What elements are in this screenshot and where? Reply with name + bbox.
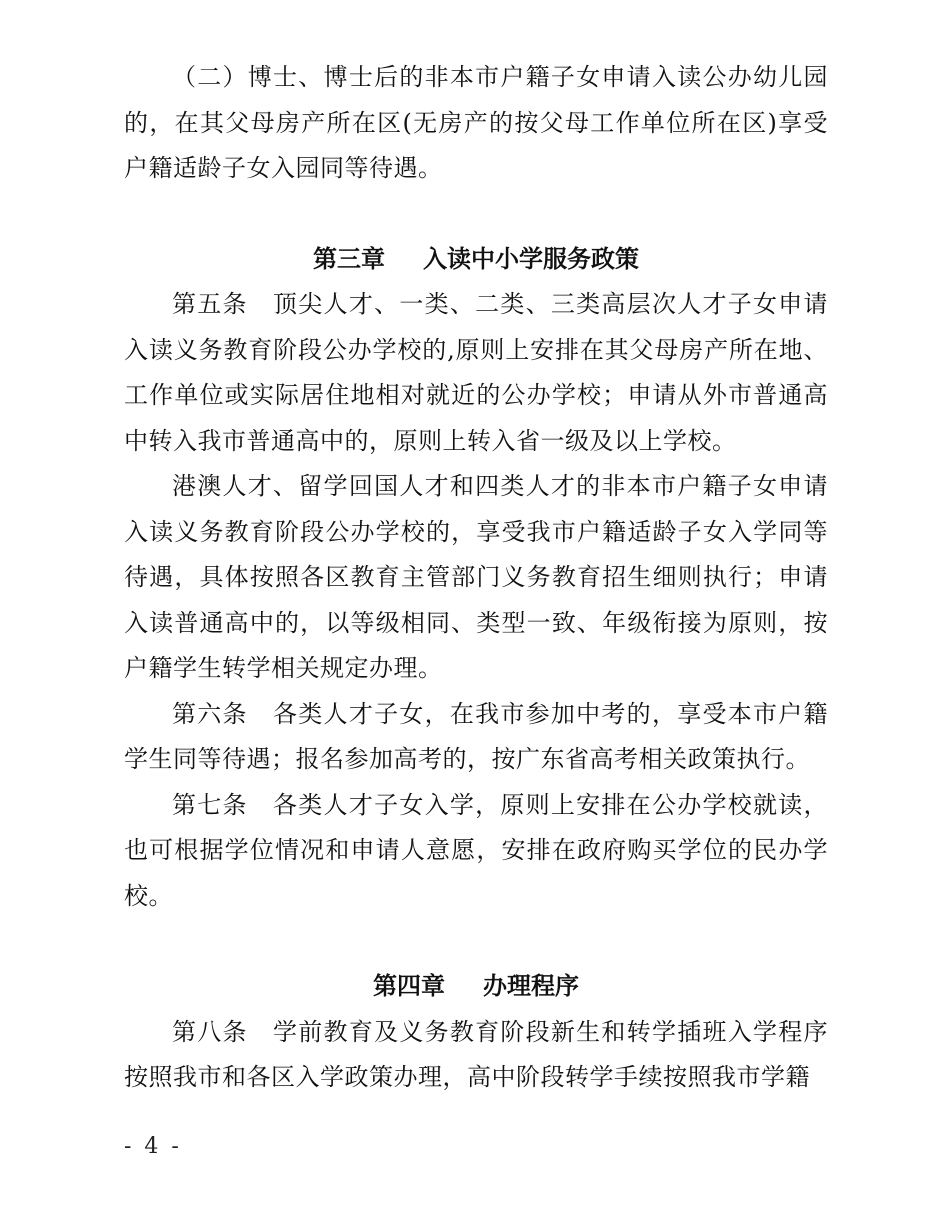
article-5: 第五条 顶尖人才、一类、二类、三类高层次人才子女申请入读义务教育阶段公办学校的,原则上安排在其父母房产所在地、工作单位或实际居住地相对就近的公办学校；申请从外市普通高中转入我市普通高中的，原则上转入省一级及以上学校。	[124, 290, 828, 455]
chapter-3-title: 入读中小学服务政策	[423, 244, 639, 273]
article-8: 第八条 学前教育及义务教育阶段新生和转学插班入学程序按照我市和各区入学政策办理，高中阶段转学手续按照我市学籍	[124, 1017, 828, 1091]
article-6: 第六条 各类人才子女，在我市参加中考的，享受本市户籍学生同等待遇；报名参加高考的，按广东省高考相关政策执行。	[124, 699, 828, 773]
chapter-4-title: 办理程序	[483, 972, 579, 1000]
paragraph-kindergarten-item-2: （二）博士、博士后的非本市户籍子女申请入读公办幼儿园的，在其父母房产所在区(无房产的按父母工作单位所在区)享受户籍适龄子女入园同等待遇。	[124, 63, 828, 182]
article-5-paragraph-2: 港澳人才、留学回国人才和四类人才的非本市户籍子女申请入读义务教育阶段公办学校的，享受我市户籍适龄子女入学同等待遇，具体按照各区教育主管部门义务教育招生细则执行；申请入读普通高中的，以等级相同、类型一致、年级衔接为原则，按户籍学生转学相关规定办理。	[124, 472, 828, 682]
chapter-4-heading	[124, 964, 828, 1010]
page-number: - 4 -	[124, 1134, 182, 1159]
chapter-3-heading	[124, 237, 828, 283]
page-body	[124, 55, 828, 1101]
article-7: 第七条 各类人才子女入学，原则上安排在公办学校就读，也可根据学位情况和申请人意愿，安排在政府购买学位的民办学校。	[124, 790, 828, 910]
chapter-4-number: 第四章	[373, 972, 445, 1000]
chapter-3-number: 第三章	[313, 244, 385, 273]
